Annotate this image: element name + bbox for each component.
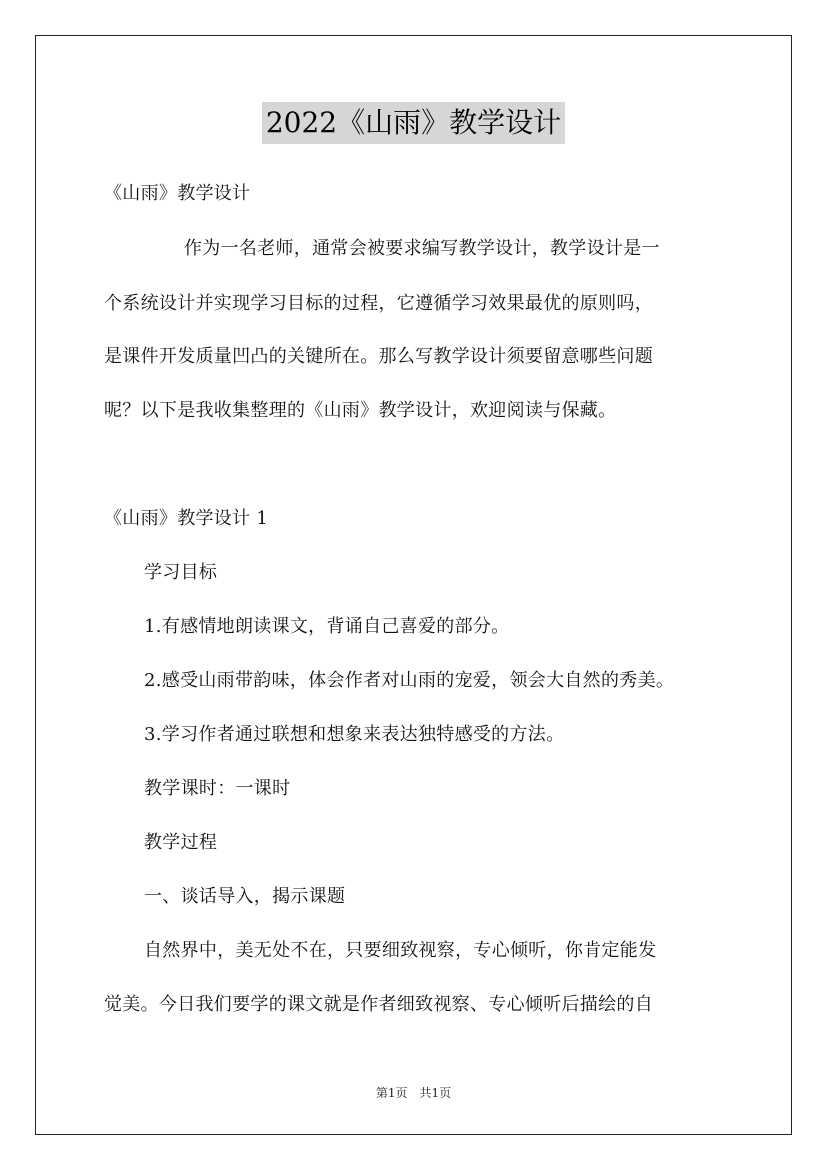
intro-line-2: 个系统设计并实现学习目标的过程，它遵循学习效果最优的原则吗，: [104, 293, 653, 314]
intro-line-4: 呢？以下是我收集整理的《山雨》教学设计，欢迎阅读与保藏。: [104, 400, 617, 421]
section-heading: 《山雨》教学设计 1: [104, 508, 269, 529]
body-line-2: 1.有感情地朗读课文，背诵自己喜爱的部分。: [144, 616, 510, 637]
body-line-9: 觉美。今日我们要学的课文就是作者细致视察、专心倾听后描绘的自: [104, 994, 653, 1015]
page-footer: 第1页 共1页: [375, 1086, 452, 1100]
intro-line-1: 作为一名老师，通常会被要求编写教学设计，教学设计是一: [184, 238, 660, 259]
body-line-6: 教学过程: [144, 832, 218, 853]
body-line-1: 学习目标: [144, 562, 218, 583]
intro-line-3: 是课件开发质量凹凸的关键所在。那么写教学设计须要留意哪些问题: [104, 346, 653, 367]
document-title: 2022《山雨》教学设计: [262, 102, 565, 144]
body-line-8: 自然界中，美无处不在，只要细致视察，专心倾听，你肯定能发: [144, 940, 657, 961]
body-line-7: 一、谈话导入，揭示课题: [144, 886, 346, 907]
document-subtitle: 《山雨》教学设计: [104, 183, 251, 204]
body-line-3: 2.感受山雨带韵味，体会作者对山雨的宠爱，领会大自然的秀美。: [144, 670, 675, 691]
document-title-wrapper: [0, 102, 827, 144]
body-line-4: 3.学习作者通过联想和想象来表达独特感受的方法。: [144, 724, 565, 745]
body-line-5: 教学课时：一课时: [144, 778, 291, 799]
